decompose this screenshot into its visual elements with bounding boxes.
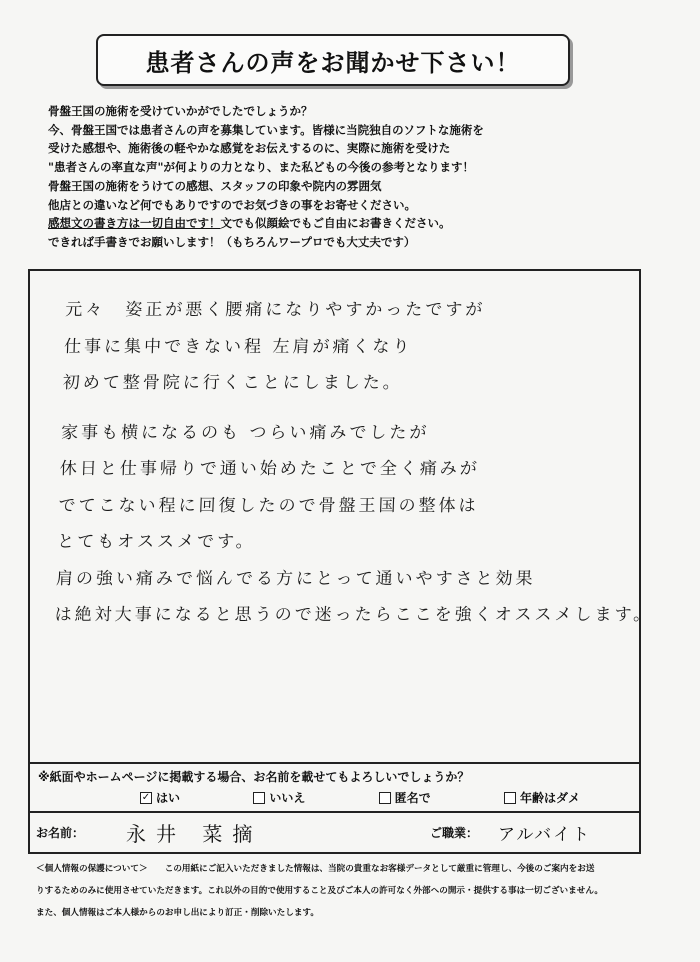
intro-line: 骨盤王国の施術を受けていかがでしたでしょうか？ — [48, 104, 313, 118]
consent-question: ※紙面やホームページに掲載する場合、お名前を載せてもよろしいでしょうか？ — [38, 770, 470, 784]
intro-line: "患者さんの率直な声"が何よりの力となり、また私どもの今後の参考となります！ — [48, 160, 474, 175]
intro-line-free-style — [48, 214, 648, 233]
testimonial-line: は絶対大事になると思うので迷ったらここを強くオススメします。 — [54, 605, 654, 625]
consent-option-no-age[interactable] — [504, 789, 580, 806]
checkbox-icon[interactable] — [253, 792, 265, 804]
name-occupation-row — [28, 812, 641, 854]
privacy-notice — [36, 858, 656, 924]
divider — [28, 762, 641, 764]
testimonial-line: でてこない程に回復したので骨盤王国の整体は — [58, 495, 479, 516]
privacy-line: また、個人情報はご本人様からのお申し出により訂正・削除いたします。 — [36, 908, 319, 918]
intro-line: できれば手書きでお願いします！（もちろんワープロでも大丈夫です） — [48, 234, 416, 249]
testimonial-line: 家事も横になるのも つらい痛みでしたが — [60, 422, 430, 443]
testimonial-line: とてもオススメです。 — [56, 532, 257, 552]
testimonial-line: 初めて整骨院に行くことにしました。 — [62, 373, 404, 393]
checkbox-checked-icon[interactable]: ✓ — [141, 791, 151, 803]
checkbox-icon[interactable] — [504, 792, 516, 804]
occupation-label: ご職業： — [430, 826, 479, 840]
title-banner — [96, 34, 570, 86]
consent-option-label: 年齢はダメ — [519, 791, 580, 805]
privacy-line: りするためのみに使用させていただきます。これ以外の目的で使用すること及びご本人の許可なく外部への開示・提供する事は一切ございません。 — [36, 886, 604, 896]
testimonial-line: 元々 姿正が悪く腰痛になりやすかったですが — [64, 300, 486, 320]
intro-line: 骨盤王国の施術をうけての感想、スタッフの印象や院内の雰囲気 — [48, 178, 382, 193]
consent-options — [140, 789, 580, 806]
testimonial-line: 仕事に集中できない程 左肩が痛くなり — [63, 336, 413, 357]
consent-option-no[interactable] — [253, 789, 305, 806]
testimonial-line: 肩の強い痛みで悩んでる方にとって通いやすさと効果 — [55, 568, 536, 589]
intro-text — [48, 102, 648, 252]
page-title: 患者さんの声をお聞かせ下さい！ — [145, 48, 521, 77]
intro-line: 今、骨盤王国では患者さんの声を募集しています。皆様に当院独自のソフトな施術を — [48, 122, 484, 137]
name-label: お名前： — [36, 826, 85, 840]
consent-option-label: はい — [156, 791, 181, 805]
consent-option-anonymous[interactable] — [379, 789, 431, 806]
privacy-line: ＜個人情報の保護について＞ この用紙にご記入いただきました情報は、当院の貴重なお客様データとして厳重に管理し、今後のご案内をお送 — [36, 864, 595, 874]
handwritten-testimonial — [54, 292, 666, 634]
intro-line: 受けた感想や、施術後の軽やかな感覚をお伝えするのに、実際に施術を受けた — [48, 141, 451, 156]
consent-option-label: いいえ — [269, 791, 306, 805]
free-style-rest: 文でも似顔絵でもご自由にお書きください。 — [220, 216, 451, 231]
name-field[interactable]: 永井 菜摘 — [126, 822, 263, 846]
consent-option-yes[interactable] — [140, 789, 180, 806]
testimonial-line: 休日と仕事帰りで通い始めたことで全く痛みが — [59, 459, 481, 479]
occupation-field[interactable]: アルバイト — [498, 825, 592, 845]
checkbox-icon[interactable] — [379, 792, 391, 804]
consent-option-label: 匿名で — [394, 791, 431, 805]
free-style-underlined: 感想文の書き方は一切自由です！ — [48, 216, 221, 231]
intro-line: 他店との違いなど何でもありですのでお気づきの事をお寄せください。 — [48, 197, 416, 212]
